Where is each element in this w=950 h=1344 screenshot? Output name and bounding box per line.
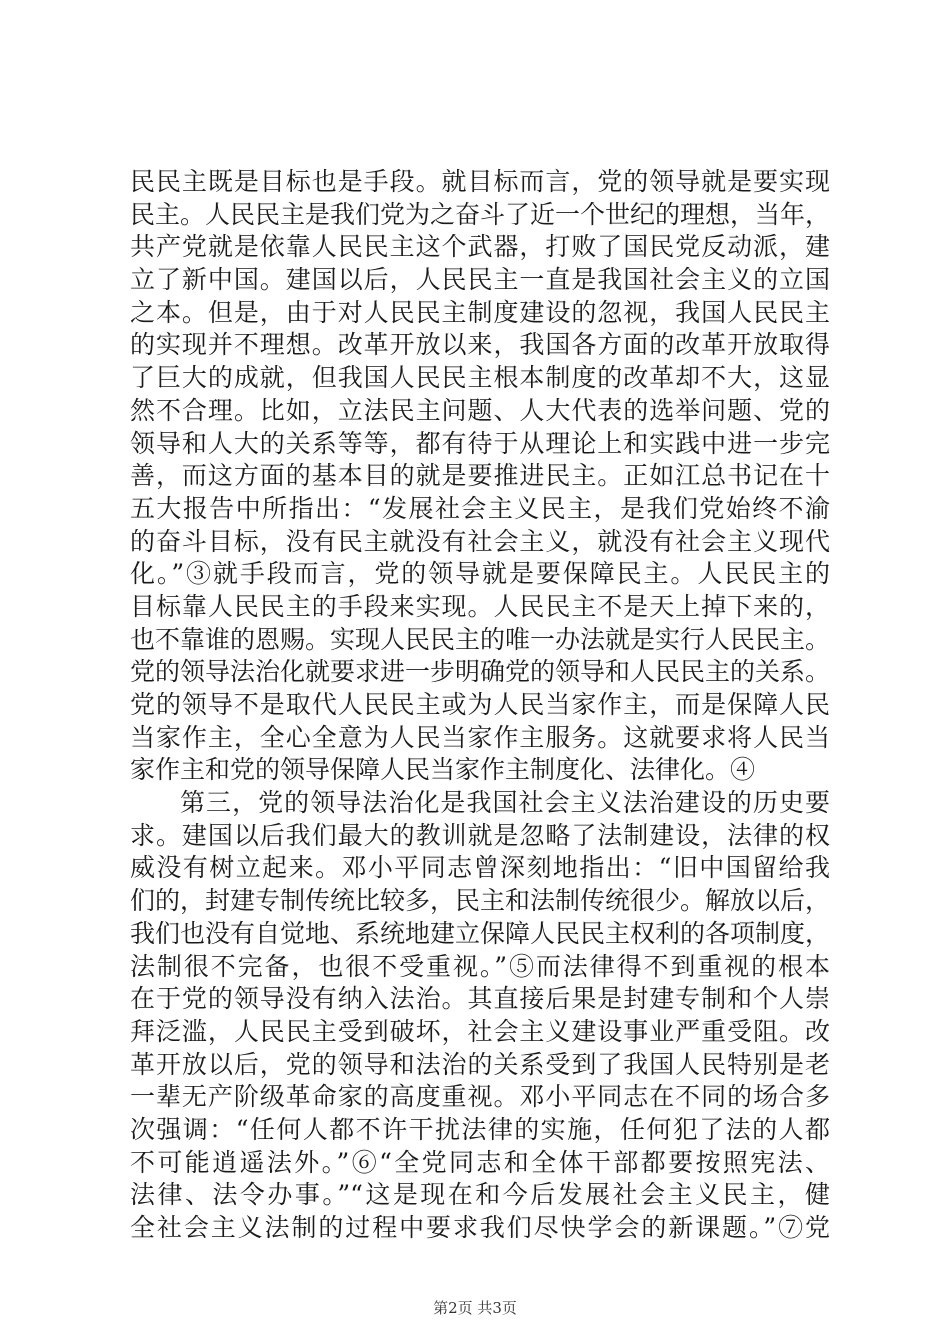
text-line: 法制很不完备，也很不受重视。”⑤而法律得不到重视的根本 [130, 951, 830, 981]
text-line: 次强调：“任何人都不许干扰法律的实施，任何犯了法的人都 [130, 1114, 830, 1144]
text-line: 当家作主，全心全意为人民当家作主服务。这就要求将人民当 [130, 722, 830, 752]
text-line: 我们也没有自觉地、系统地建立保障人民民主权利的各项制度， [130, 918, 831, 948]
text-line: 的实现并不理想。改革开放以来，我国各方面的改革开放取得 [130, 330, 830, 360]
text-line: 五大报告中所指出：“发展社会主义民主，是我们党始终不渝 [130, 493, 830, 523]
text-line: 之本。但是，由于对人民民主制度建设的忽视，我国人民民主 [130, 297, 830, 327]
text-line: 家作主和党的领导保障人民当家作主制度化、法律化。④ [130, 755, 756, 785]
text-line: 威没有树立起来。邓小平同志曾深刻地指出：“旧中国留给我 [130, 853, 830, 883]
text-line: 化。”③就手段而言，党的领导就是要保障民主。人民民主的 [130, 559, 830, 589]
text-line: 革开放以后，党的领导和法治的关系受到了我国人民特别是老 [130, 1049, 830, 1079]
text-line: 领导和人大的关系等等，都有待于从理论上和实践中进一步完 [130, 428, 830, 458]
text-line: 在于党的领导没有纳入法治。其直接后果是封建专制和个人崇 [130, 984, 830, 1014]
text-line: 们的，封建专制传统比较多，民主和法制传统很少。解放以后， [130, 886, 831, 916]
text-line: 善，而这方面的基本目的就是要推进民主。正如江总书记在十 [130, 461, 830, 491]
document-body [130, 166, 830, 1245]
text-line: 党的领导不是取代人民民主或为人民当家作主，而是保障人民 [130, 690, 830, 719]
text-line: 民主。人民民主是我们党为之奋斗了近一个世纪的理想，当年， [130, 199, 831, 229]
text-line: 不可能逍遥法外。”⑥“全党同志和全体干部都要按照宪法、 [130, 1147, 830, 1177]
text-line: 法律、法令办事。”“这是现在和今后发展社会主义民主，健 [130, 1180, 830, 1210]
text-line: 民民主既是目标也是手段。就目标而言，党的领导就是要实现 [130, 167, 830, 196]
text-line: 一辈无产阶级革命家的高度重视。邓小平同志在不同的场合多 [130, 1082, 830, 1112]
text-line: 然不合理。比如，立法民主问题、人大代表的选举问题、党的 [130, 395, 830, 425]
text-line: 共产党就是依靠人民民主这个武器，打败了国民党反动派，建 [130, 232, 830, 262]
page-footer: 第2页 共3页 [433, 1299, 517, 1317]
text-line: 立了新中国。建国以后，人民民主一直是我国社会主义的立国 [130, 265, 830, 295]
text-line: 求。建国以后我们最大的教训就是忽略了法制建设，法律的权 [130, 820, 830, 850]
text-line: 了巨大的成就，但我国人民民主根本制度的改革却不大，这显 [130, 363, 830, 393]
text-line: 目标靠人民民主的手段来实现。人民民主不是天上掉下来的， [130, 591, 830, 621]
text-line: 全社会主义法制的过程中要求我们尽快学会的新课题。”⑦党 [130, 1213, 830, 1242]
text-line: 拜泛滥，人民民主受到破坏，社会主义建设事业严重受阻。改 [130, 1016, 830, 1046]
text-line: 也不靠谁的恩赐。实现人民民主的唯一办法就是实行人民民主。 [130, 624, 831, 654]
text-line: 的奋斗目标，没有民主就没有社会主义，就没有社会主义现代 [130, 526, 830, 556]
text-line: 党的领导法治化就要求进一步明确党的领导和人民民主的关系。 [130, 657, 831, 687]
text-line: 第三，党的领导法治化是我国社会主义法治建设的历史要 [180, 788, 830, 818]
